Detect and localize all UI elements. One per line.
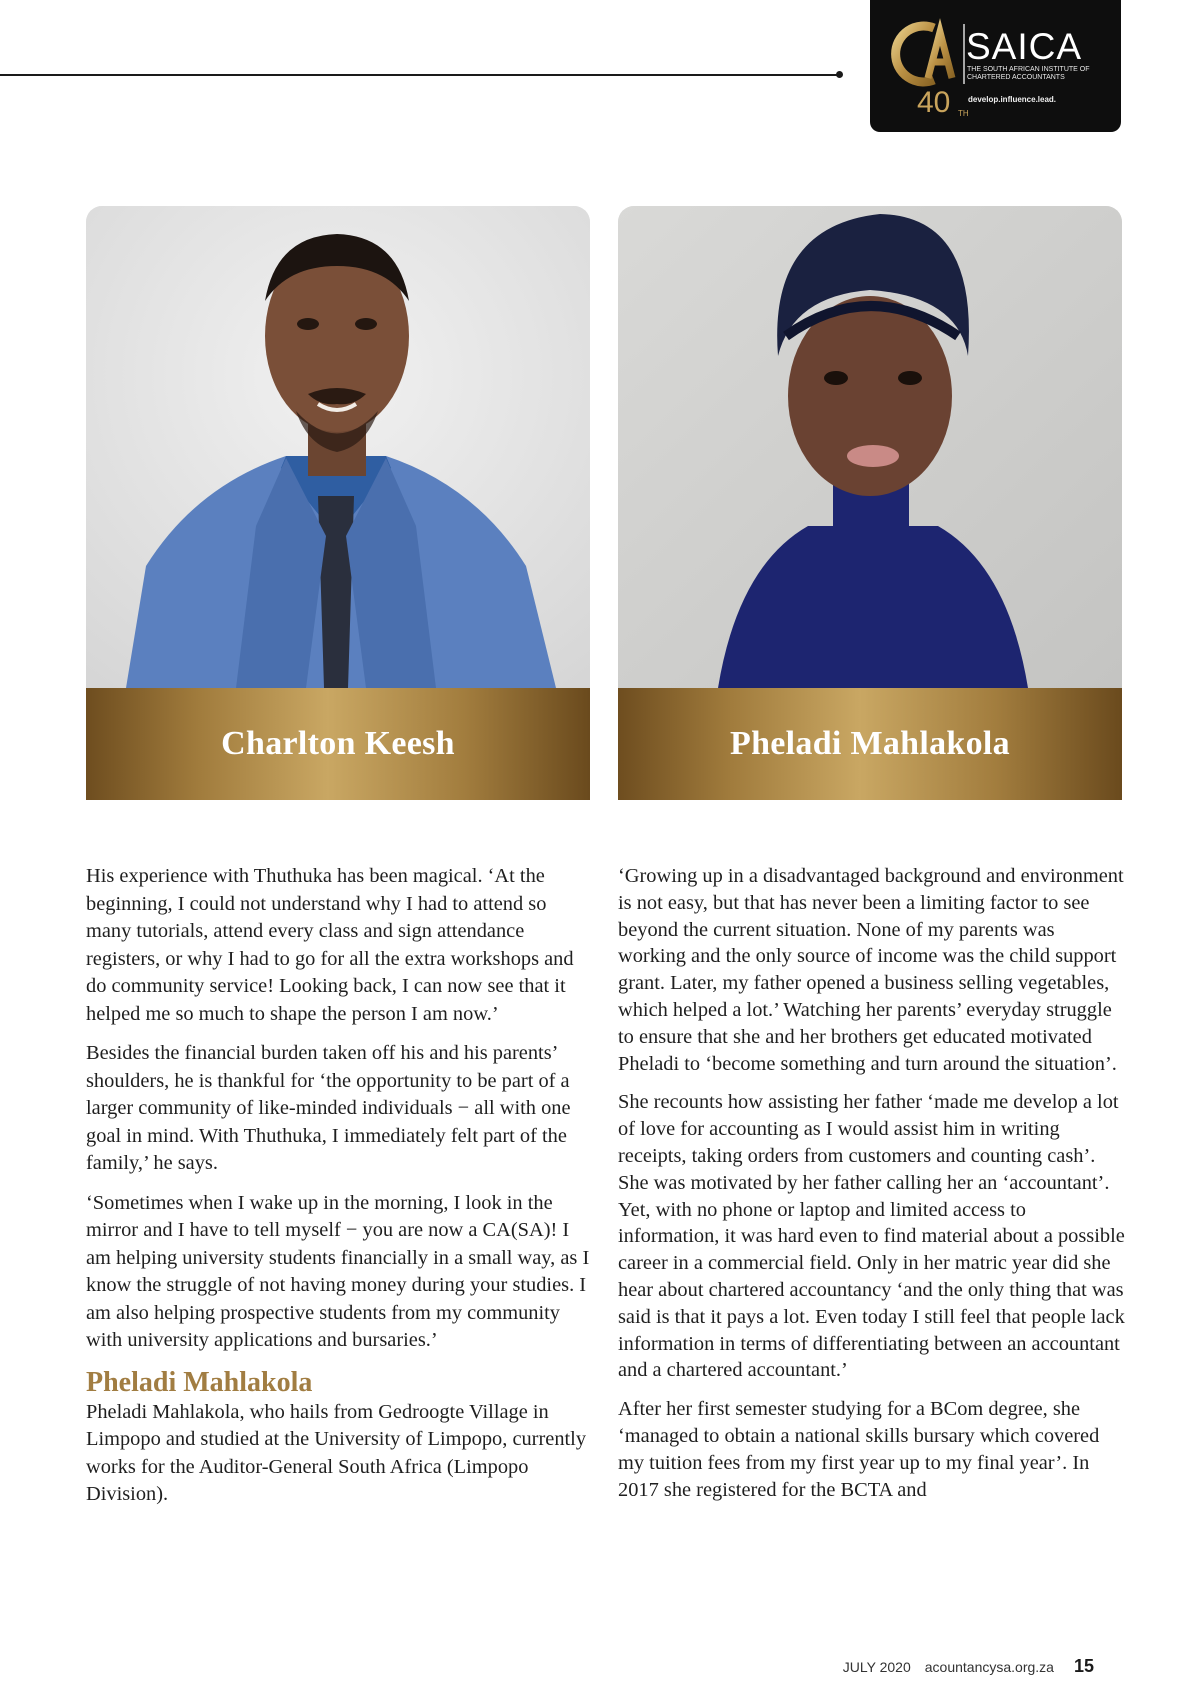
- profile-card-pheladi: [618, 206, 1122, 800]
- nameplate-pheladi: [618, 688, 1122, 800]
- body-paragraph: She recounts how assisting her father ‘made me develop a lot of love for accounting as I would assist him in writing receipts, taking orders from customers and counting cash’. She was motivated by her father calling her an ‘accountant’. Yet, with no phone or laptop and limited access to information, it was hard even to find material about a possible career in a commercial field. Only in her matric year did she hear about chartered accountancy ‘and the only thing that was said is that it pays a lot. Even today I still feel that people lack information in terms of differentiating between an accountant and a chartered accountant.’: [618, 1091, 1125, 1382]
- article-column-left: [86, 863, 590, 1521]
- logo-title: SAICA: [966, 26, 1083, 67]
- footer-website: acountancysa.org.za: [924, 1659, 1054, 1675]
- body-paragraph: ‘Sometimes when I wake up in the morning, I look in the mirror and I have to tell myself − you are now a CA(SA)! I am helping university students financially in a small way, as I know the struggle of not having money during your studies. I am also helping prospective students from my community with university applications and bursaries.’: [86, 1191, 590, 1351]
- logo-anniversary-suffix: TH: [958, 109, 969, 118]
- header-rule: [0, 74, 840, 76]
- page-number: 15: [1073, 1656, 1094, 1676]
- section-heading: Pheladi Mahlakola: [86, 1366, 313, 1398]
- profile-card-charlton: [86, 206, 590, 800]
- portrait-photo-pheladi: [618, 206, 1122, 688]
- profile-name: Pheladi Mahlakola: [730, 725, 1010, 762]
- saica-logo: [870, 0, 1121, 132]
- nameplate-charlton: [86, 688, 590, 800]
- page-footer: [843, 1656, 1094, 1677]
- portrait-photo-charlton: [86, 206, 590, 688]
- article-column-right: [618, 863, 1126, 1515]
- body-paragraph: After her first semester studying for a BCom degree, she ‘managed to obtain a national skills bursary which covered my tuition fees from my first year up to my final year’. In 2017 she registered for the BCTA and: [618, 1398, 1100, 1501]
- body-paragraph: ‘Growing up in a disadvantaged background and environment is not easy, but that has never been a limiting factor to see beyond the current situation. None of my parents was working and the only source of income was the child support grant. Later, my father opened a business selling vegetables, which helped a lot.’ Watching her parents’ everyday struggle to ensure that she and her brothers get educated motivated Pheladi to ‘become something and turn around the situation’.: [618, 865, 1124, 1075]
- logo-tagline: develop.influence.lead.: [968, 95, 1057, 104]
- body-paragraph: Pheladi Mahlakola, who hails from Gedroogte Village in Limpopo and studied at the University of Limpopo, currently works for the Auditor-General South Africa (Limpopo Division).: [86, 1400, 587, 1505]
- body-paragraph: His experience with Thuthuka has been magical. ‘At the beginning, I could not understand why I had to attend so many tutorials, attend every class and sign attendance registers, or why I had to go for all the extra workshops and do community service! Looking back, I can now see that it helped me so much to shape the person I am now.’: [86, 865, 574, 1025]
- logo-anniversary: 40: [917, 86, 951, 119]
- body-paragraph: Besides the financial burden taken off his and his parents’ shoulders, he is thankful for ‘the opportunity to be part of a larger community of like-minded individuals − all with one goal in mind. With Thuthuka, I immediately felt part of the family,’ he says.: [86, 1042, 571, 1174]
- footer-date: JULY 2020: [842, 1659, 911, 1675]
- header-rule-dot: [836, 71, 843, 78]
- profile-name: Charlton Keesh: [221, 725, 455, 762]
- logo-subtitle: THE SOUTH AFRICAN INSTITUTE OF CHARTERED ACCOUNTANTS: [967, 66, 1090, 81]
